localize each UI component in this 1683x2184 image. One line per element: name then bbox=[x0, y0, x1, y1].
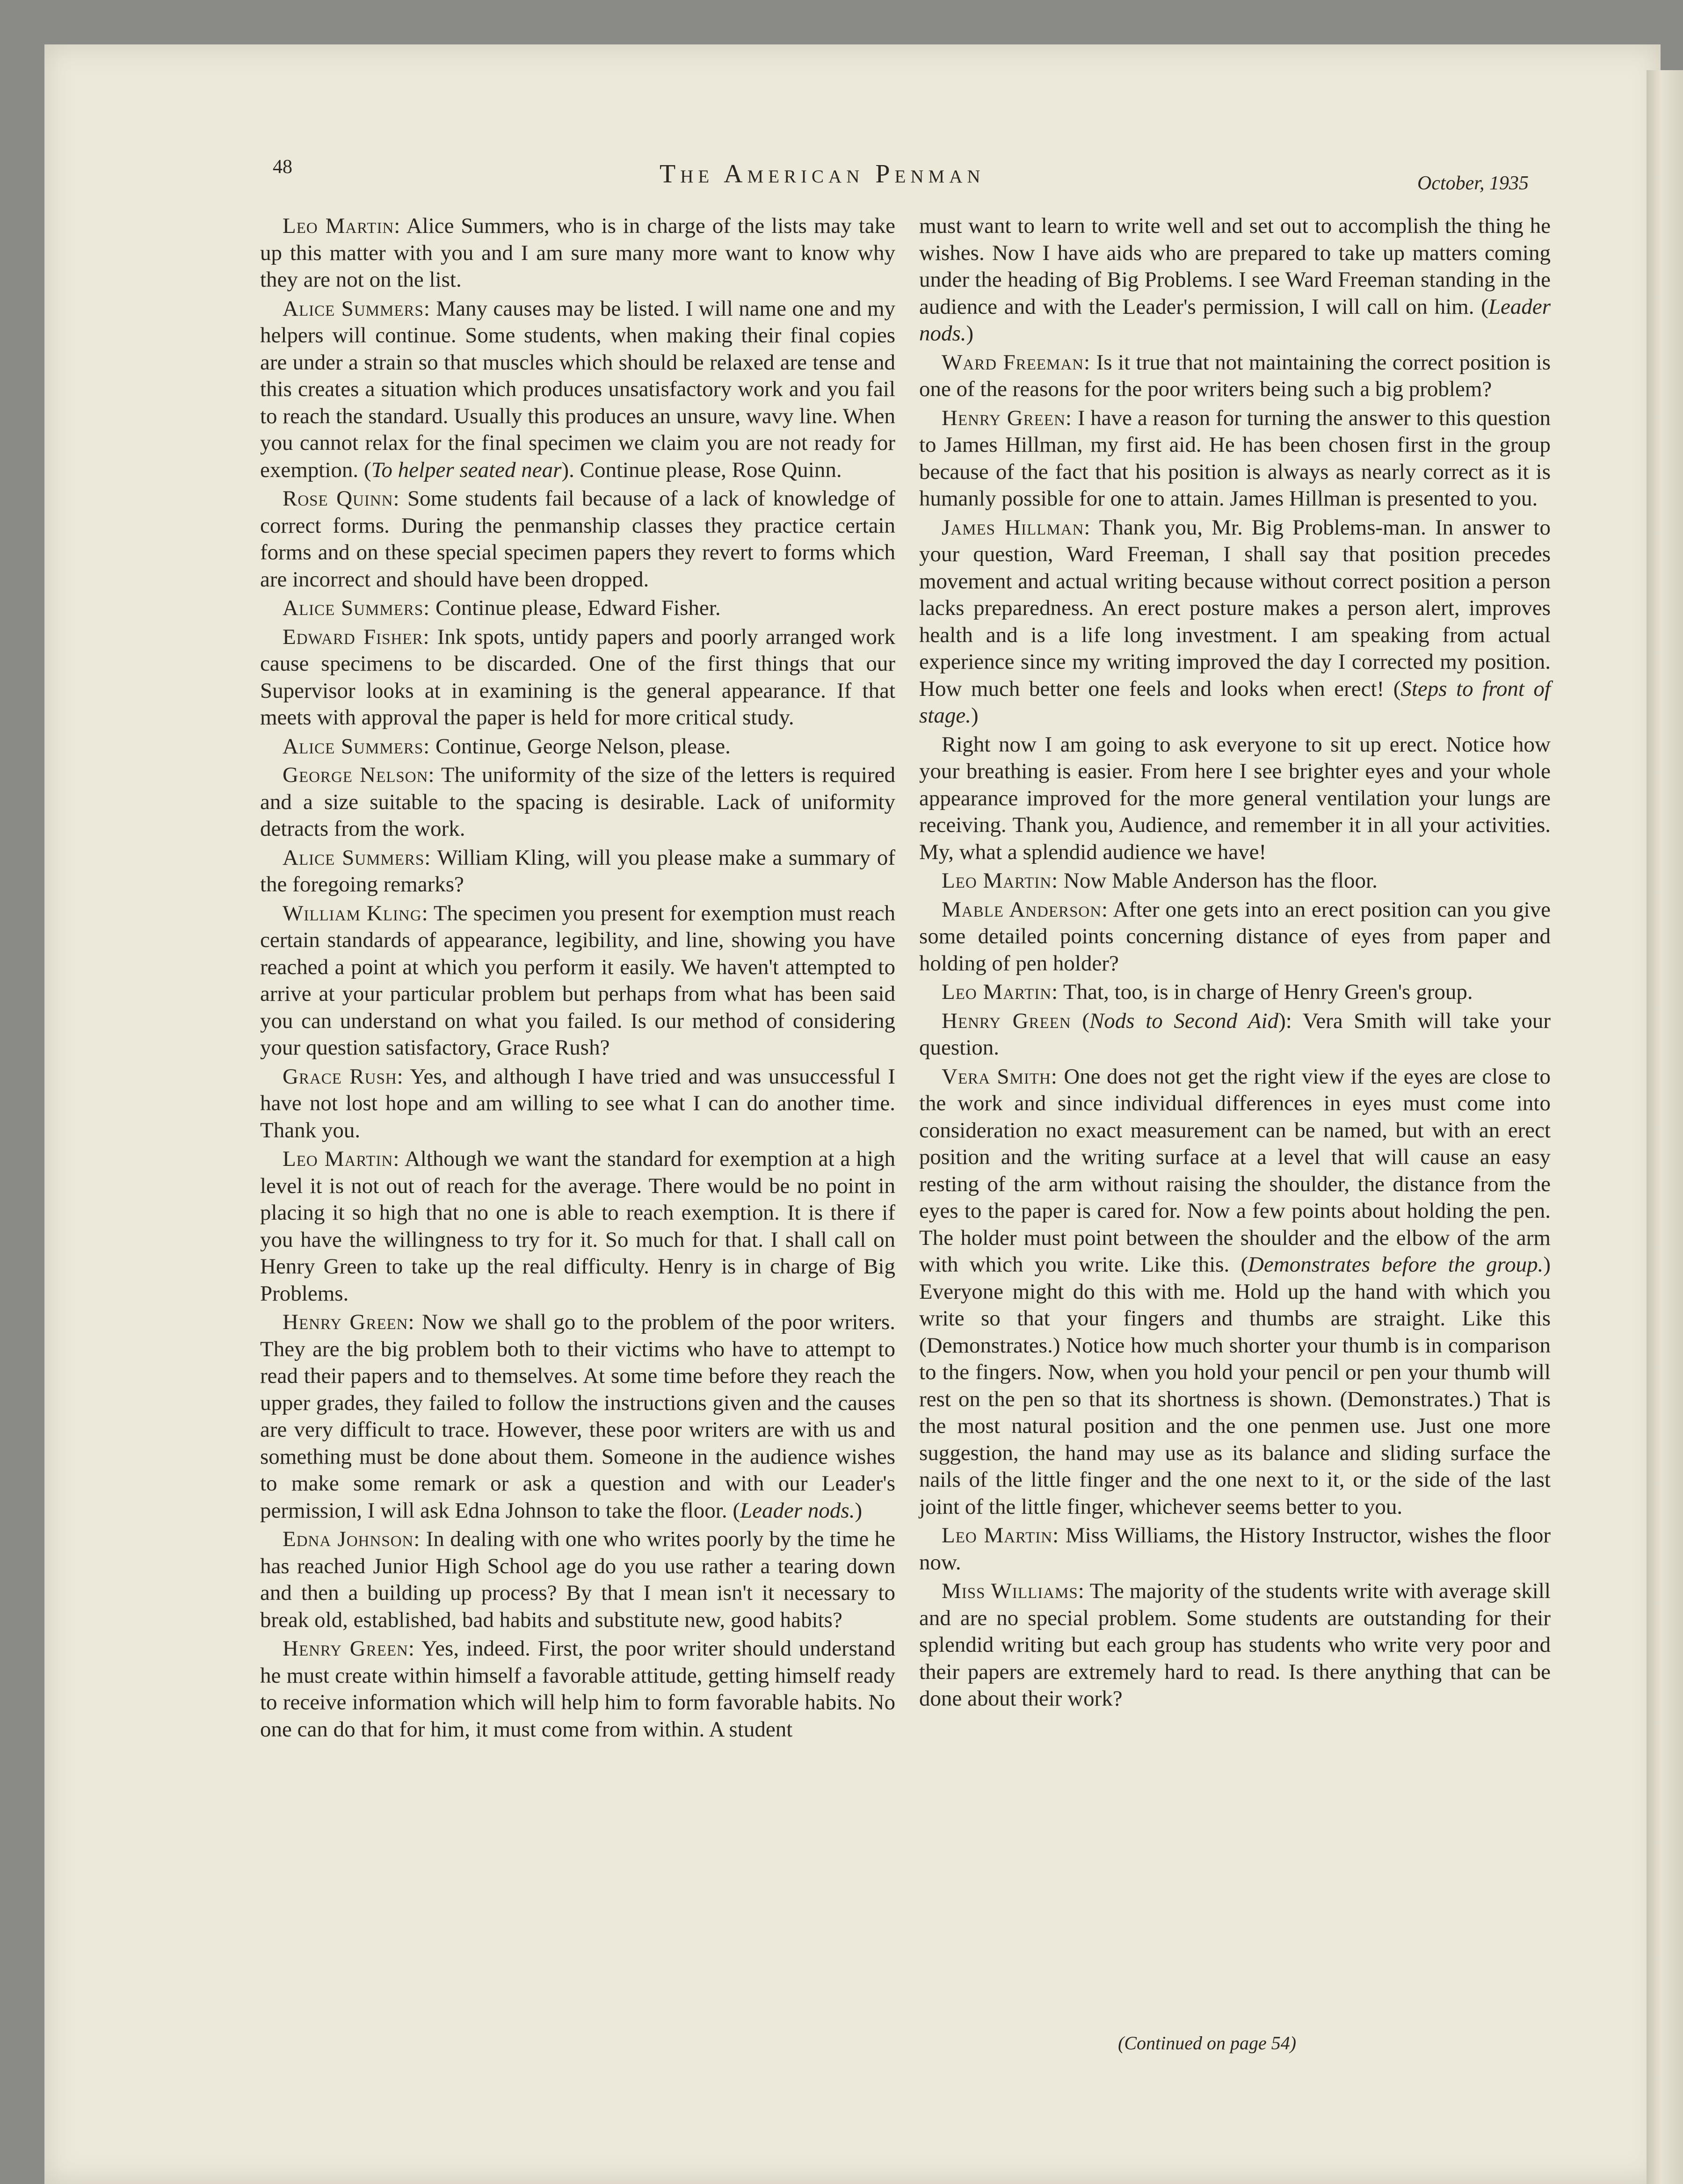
speaker-name: Leo Martin: bbox=[283, 214, 401, 238]
speaker-name: Rose Quinn: bbox=[283, 486, 400, 511]
speaker-name: Alice Summers: bbox=[283, 596, 430, 620]
speaker-name: Edna Johnson: bbox=[283, 1527, 421, 1551]
speaker-name: Leo Martin: bbox=[942, 868, 1059, 893]
dialogue-text: Yes, and although I have tried and was unsuccessful I have not lost hope and am willing to see what I can do another time. Thank you. bbox=[260, 1064, 895, 1143]
dialogue-paragraph bbox=[919, 405, 1551, 513]
speaker-name: James Hillman: bbox=[942, 515, 1091, 540]
dialogue-paragraph bbox=[919, 868, 1551, 895]
speaker-name: Leo Martin: bbox=[942, 980, 1059, 1004]
dialogue-paragraph bbox=[919, 731, 1551, 866]
dialogue-paragraph bbox=[919, 1063, 1551, 1521]
speaker-name: Vera Smith: bbox=[942, 1064, 1058, 1089]
speaker-name: Leo Martin: bbox=[283, 1147, 400, 1171]
stage-direction: Steps to front of stage. bbox=[919, 676, 1551, 728]
dialogue-text: Right now I am going to ask everyone to sit up erect. Notice how your breathing is easier. From here I see brighter eyes and your whole appearance improved for the more general ventilation your lungs are receiving. Thank you, Audience, and remember it in all your activities. My, what a splendid audience we have! bbox=[919, 732, 1551, 864]
dialogue-text: One does not get the right view if the eyes are close to the work and since individual differences in eyes must come into consideration no exact measurement can be named, but with an erect position and the writing surface at a level that will cause an easy resting of the arm without raising the shoulder, the distance from the eyes to the paper is cared for. Now a few points about holding the pen. The holder must point between the shoulder and the elbow of the arm with which you write. Like this. ( bbox=[919, 1064, 1551, 1277]
dialogue-paragraph bbox=[260, 595, 895, 622]
stage-direction: Nods to Second Aid bbox=[1089, 1008, 1279, 1033]
dialogue-paragraph bbox=[919, 1008, 1551, 1062]
speaker-name: Ward Freeman: bbox=[942, 350, 1091, 375]
speaker-name: Alice Summers: bbox=[283, 296, 430, 321]
dialogue-text: Continue please, Edward Fisher. bbox=[430, 596, 721, 620]
dialogue-text: Some students fail because of a lack of knowledge of correct forms. During the penmanship classes they practice certain forms and on these special specimen papers they revert to forms which are incorrect and should have been dropped. bbox=[260, 486, 895, 592]
left-column bbox=[260, 213, 895, 1745]
speaker-name: Henry Green: bbox=[942, 405, 1072, 430]
dialogue-text: Miss Williams, the History Instructor, wishes the floor now. bbox=[919, 1523, 1551, 1575]
dialogue-paragraph bbox=[260, 900, 895, 1062]
dialogue-paragraph bbox=[919, 213, 1551, 347]
stage-direction: To helper seated near bbox=[371, 457, 562, 482]
dialogue-text-after: ): Vera Smith will take your question. bbox=[919, 1008, 1551, 1060]
dialogue-text: Thank you, Mr. Big Problems-man. In answer to your question, Ward Freeman, I shall say that position precedes movement and actual writing because without correct position a person lacks preparedness. An erect posture makes a person alert, improves health and is a life long investment. I am speaking from actual experience since my writing improved the day I corrected my position. How much better one feels and looks when erect! ( bbox=[919, 515, 1551, 701]
dialogue-text: After one gets into an erect position can you give some detailed points concerning distance of eyes from paper and holding of pen holder? bbox=[919, 897, 1551, 976]
dialogue-paragraph bbox=[260, 485, 895, 593]
speaker-name: Henry Green bbox=[942, 1008, 1071, 1033]
dialogue-text: The uniformity of the size of the letters is required and a size suitable to the spacing is desirable. Lack of uniformity detracts from the work. bbox=[260, 763, 895, 841]
dialogue-text: Although we want the standard for exemption at a high level it is not out of reach for the average. There would be no point in placing it so high that no one is able to reach exemption. It is there if you have the willingness to try for it. So much for that. I shall call on Henry Green to take up the real difficulty. Henry is in charge of Big Problems. bbox=[260, 1147, 895, 1306]
dialogue-paragraph bbox=[260, 1309, 895, 1524]
issue-date: October, 1935 bbox=[1417, 173, 1529, 194]
dialogue-text: Continue, George Nelson, please. bbox=[430, 734, 731, 759]
speaker-name: Henry Green: bbox=[283, 1636, 415, 1661]
magazine-title: The American Penman bbox=[660, 159, 985, 188]
dialogue-text: I have a reason for turning the answer to this question to James Hillman, my first aid. He has been chosen first in the group because of the fact that his position is always as nearly correct as it is humanly possible for one to attain. James Hillman is presented to you. bbox=[919, 405, 1551, 511]
speaker-name: Alice Summers: bbox=[283, 845, 431, 870]
dialogue-paragraph bbox=[919, 514, 1551, 730]
dialogue-text: must want to learn to write well and set out to accomplish the thing he wishes. Now I have aids who are prepared to take up matters coming under the heading of Big Problems. I see Ward Freeman standing in the audience and with the Leader's permission, I will call on him. ( bbox=[919, 214, 1551, 319]
dialogue-text: Yes, indeed. First, the poor writer should understand he must create within himself a favorable attitude, getting himself ready to receive information which will help him to form favorable habits. No one can do that for him, it must come from within. A student bbox=[260, 1636, 895, 1742]
speaker-name: George Nelson: bbox=[283, 763, 435, 787]
speaker-name: Leo Martin: bbox=[942, 1523, 1059, 1548]
speaker-name: William Kling: bbox=[283, 901, 428, 926]
dialogue-paragraph bbox=[919, 1578, 1551, 1713]
dialogue-text: In dealing with one who writes poorly by the time he has reached Junior High School age do you use rather a tearing down and then a building up process? By that I mean isn't it necessary to break old, established, bad habits and substitute new, good habits? bbox=[260, 1527, 895, 1632]
dialogue-paragraph bbox=[260, 762, 895, 843]
dialogue-paragraph bbox=[919, 979, 1551, 1006]
dialogue-text: Alice Summers, who is in charge of the lists may take up this matter with you and I am sure many more want to know why they are not on the list. bbox=[260, 214, 895, 292]
dialogue-text-after: ). Continue please, Rose Quinn. bbox=[561, 457, 842, 482]
dialogue-paragraph bbox=[260, 213, 895, 294]
dialogue-paragraph bbox=[260, 1526, 895, 1634]
speaker-name: Edward Fisher: bbox=[283, 624, 430, 649]
dialogue-paragraph bbox=[919, 1522, 1551, 1576]
dialogue-paragraph bbox=[260, 1146, 895, 1307]
dialogue-text: Is it true that not maintaining the correct position is one of the reasons for the poor writers being such a big problem? bbox=[919, 350, 1551, 401]
dialogue-text: ( bbox=[1071, 1008, 1089, 1033]
dialogue-text-after: ) bbox=[971, 703, 979, 728]
stage-direction: Demonstrates before the group. bbox=[1248, 1252, 1544, 1277]
dialogue-text-after: ) Everyone might do this with me. Hold up the hand with which you write so that your fingers and thumbs are straight. Like this (Demonstrates.) Notice how much shorter your thumb is in comparison to the fingers. Now, when you hold your pencil or pen your thumb will rest on the pen so that its shortness is shown. (Demonstrates.) That is the most natural position and the one penmen use. Just one more suggestion, the hand may use as its balance and sliding surface the nails of the little finger and the one next to it, or the side of the last joint of the little finger, whichever seems better to you. bbox=[919, 1252, 1551, 1519]
dialogue-paragraph bbox=[260, 845, 895, 898]
right-column bbox=[919, 213, 1551, 1714]
stage-direction: Leader nods. bbox=[919, 294, 1551, 346]
speaker-name: Grace Rush: bbox=[283, 1064, 404, 1089]
stage-direction: Leader nods. bbox=[740, 1498, 855, 1523]
dialogue-paragraph bbox=[260, 624, 895, 731]
continued-note: (Continued on page 54) bbox=[1118, 2032, 1297, 2054]
dialogue-text: That, too, is in charge of Henry Green's group. bbox=[1058, 980, 1473, 1004]
dialogue-paragraph bbox=[260, 296, 895, 484]
dialogue-paragraph bbox=[260, 1635, 895, 1743]
dialogue-paragraph bbox=[260, 1063, 895, 1144]
dialogue-text: Ink spots, untidy papers and poorly arranged work cause specimens to be discarded. One of the first things that our Supervisor looks at in examining is the general appearance. If that meets with approval the paper is held for more critical study. bbox=[260, 624, 895, 730]
dialogue-text-after: ) bbox=[966, 321, 974, 346]
dialogue-text: William Kling, will you please make a summary of the foregoing remarks? bbox=[260, 845, 895, 897]
dialogue-text: Now we shall go to the problem of the poor writers. They are the big problem both to their victims who have to attempt to read their papers and to themselves. At some time before they reach the upper grades, they failed to follow the instructions given and the causes are very difficult to trace. However, these poor writers are with us and something must be done about them. Someone in the audience wishes to make some remark or ask a question and with our Leader's permission, I will ask Edna Johnson to take the floor. ( bbox=[260, 1310, 895, 1523]
dialogue-paragraph bbox=[919, 897, 1551, 977]
speaker-name: Mable Anderson: bbox=[942, 897, 1109, 922]
dialogue-text-after: ) bbox=[855, 1498, 863, 1523]
speaker-name: Alice Summers: bbox=[283, 734, 430, 759]
dialogue-text: Now Mable Anderson has the floor. bbox=[1058, 868, 1378, 893]
dialogue-paragraph bbox=[260, 733, 895, 760]
dialogue-text: The specimen you present for exemption must reach certain standards of appearance, legibility, and line, showing you have reached a point at which you perform it easily. We haven't attempted to arrive at your particular problem but perhaps from what has been said you can understand on what you failed. Is our method of considering your question satisfactory, Grace Rush? bbox=[260, 901, 895, 1060]
dialogue-text: The majority of the students write with average skill and are no special problem. Some students are outstanding for their splendid writing but each group has students who write very poor and their papers are extremely hard to read. Is there anything that can be done about their work? bbox=[919, 1579, 1551, 1711]
speaker-name: Henry Green: bbox=[283, 1310, 415, 1334]
speaker-name: Miss Williams: bbox=[942, 1579, 1085, 1603]
dialogue-paragraph bbox=[919, 349, 1551, 403]
page-number: 48 bbox=[273, 156, 292, 178]
binding-edge bbox=[1647, 70, 1683, 2184]
dialogue-text: Many causes may be listed. I will name one and my helpers will continue. Some students, when making their final copies are under a strain so that muscles which should be relaxed are tense and this creates a situation which produces unsatisfactory work and you fail to reach the standard. Usually this produces an unsure, wavy line. When you cannot relax for the final specimen we claim you are not ready for exemption. ( bbox=[260, 296, 896, 482]
